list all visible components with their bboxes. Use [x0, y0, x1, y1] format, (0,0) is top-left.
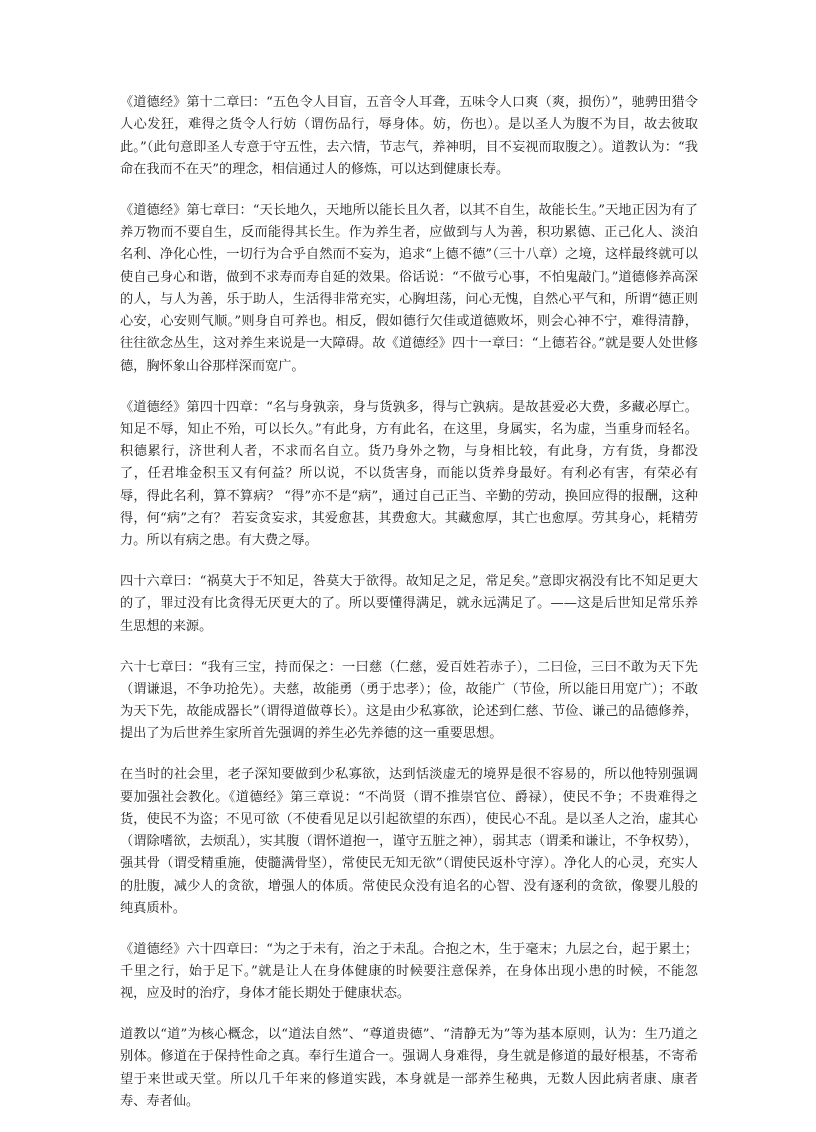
paragraph-daoism-principles: 道教以“道”为核心概念，以“道法自然”、“尊道贵德”、“清静无为”等为基本原则，认为：生乃道之别体。修道在于保持性命之真。奉行生道合一。强调人身难得，身生就是修道的最好根基，不寄希望于来世或天堂。所以几千年来的修道实践，本身就是一部养生秘典，无数人因此病者康、康者寿、寿者仙。: [120, 1027, 698, 1110]
document-page: [120, 92, 698, 1132]
paragraph-chapter-44: 《道德经》第四十四章：“名与身孰亲，身与货孰多，得与亡孰病。是故甚爱必大费，多藏必厚亡。知足不辱，知止不殆，可以长久。”有此身，方有此名，在这里，身属实，名为虚，当重身而轻名。积德累行，济世利人者，不求而名自立。货乃身外之物，与身相比较，有此身，方有货，身都没了，任君堆金积玉又有何益？所以说，不以货害身，而能以货养身最好。有利必有害，有荣必有辱，得此名利，算不算病？ “得”亦不是“病”，通过自己正当、辛勤的劳动，换回应得的报酬，这种得，何“病”之有？ 若妄贪妄求，其爱愈甚，其费愈大。其藏愈厚，其亡也愈厚。劳其身心，耗精劳力。所以有病之患。有大费之辱。: [120, 399, 698, 549]
paragraph-chapter-3: 在当时的社会里，老子深知要做到少私寡欲，达到恬淡虚无的境界是很不容易的，所以他特别强调要加强社会教化。《道德经》第三章说：“不尚贤（谓不推崇官位、爵禄），使民不争；不贵难得之货，使民不为盗；不见可欲（不使看见足以引起欲望的东西），使民心不乱。是以圣人之治，虚其心（谓除嗜欲，去烦乱），实其腹（谓怀道抱一，谨守五脏之神），弱其志（谓柔和谦让，不争权势），强其骨（谓受精重施，使髓满骨坚），常使民无知无欲”（谓使民返朴守淳）。净化人的心灵，充实人的肚腹，减少人的贪欲，增强人的体质。常使民众没有追名的心智、没有逐利的贪欲，像婴儿般的纯真质朴。: [120, 767, 698, 916]
paragraph-chapter-67: 六十七章曰：“我有三宝，持而保之：一曰慈（仁慈，爱百姓若赤子），二曰俭，三曰不敢为天下先（谓谦退，不争功抢先）。夫慈，故能勇（勇于忠孝）；俭，故能广（节俭，所以能日用宽广）；不敢为天下先，故能成器长”（谓得道做尊长）。这是由少私寡欲，论述到仁慈、节俭、谦己的品德修养，提出了为后世养生家所首先强调的养生必先养德的这一重要思想。: [120, 659, 698, 742]
paragraph-chapter-7: 《道德经》第七章曰：“天长地久，天地所以能长且久者，以其不自生，故能长生。”天地正因为有了养万物而不要自生，反而能得其长生。作为养生者，应做到与人为善，积功累德、正己化人、淡泊名利、净化心性，一切行为合乎自然而不妄为，追求“上德不德”（三十八章）之境，这样最终就可以使自己身心和谐，做到不求寿而寿自延的效果。俗话说：“不做亏心事，不怕鬼敲门。”道德修养高深的人，与人为善，乐于助人，生活得非常充实，心胸坦荡，问心无愧，自然心平气和，所谓“德正则心安，心安则气顺。”则身自可养也。相反，假如德行欠佳或道德败坏，则会心神不宁，难得清静，往往欲念丛生，这对养生来说是一大障碍。故《道德经》四十一章曰：“上德若谷。”就是要人处世修德，胸怀象山谷那样深而宽广。: [120, 202, 698, 374]
paragraph-chapter-12: 《道德经》第十二章曰：“五色令人目盲，五音令人耳聋，五味令人口爽（爽，损伤）”，驰骋田猎令人心发狂，难得之货令人行妨（谓伤品行，辱身体。妨，伤也）。是以圣人为腹不为目，故去彼取此。”（此句意即圣人专意于守五性，去六情，节志气，养神明，目不妄视而取腹之）。道教认为：“我命在我而不在天”的理念，相信通过人的修炼，可以达到健康长寿。: [120, 95, 698, 177]
paragraph-chapter-64: 《道德经》六十四章曰：“为之于未有，治之于未乱。合抱之木，生于毫末；九层之台，起于累土；千里之行，始于足下。”就是让人在身体健康的时候要注意保养，在身体出现小患的时候，不能忽视，应及时的治疗，身体才能长期处于健康状态。: [120, 941, 698, 1002]
paragraph-chapter-46: 四十六章曰：“祸莫大于不知足，咎莫大于欲得。故知足之足，常足矣。”意即灾祸没有比不知足更大的了，罪过没有比贪得无厌更大的了。所以要懂得满足，就永远满足了。——这是后世知足常乐养生思想的来源。: [120, 574, 698, 634]
